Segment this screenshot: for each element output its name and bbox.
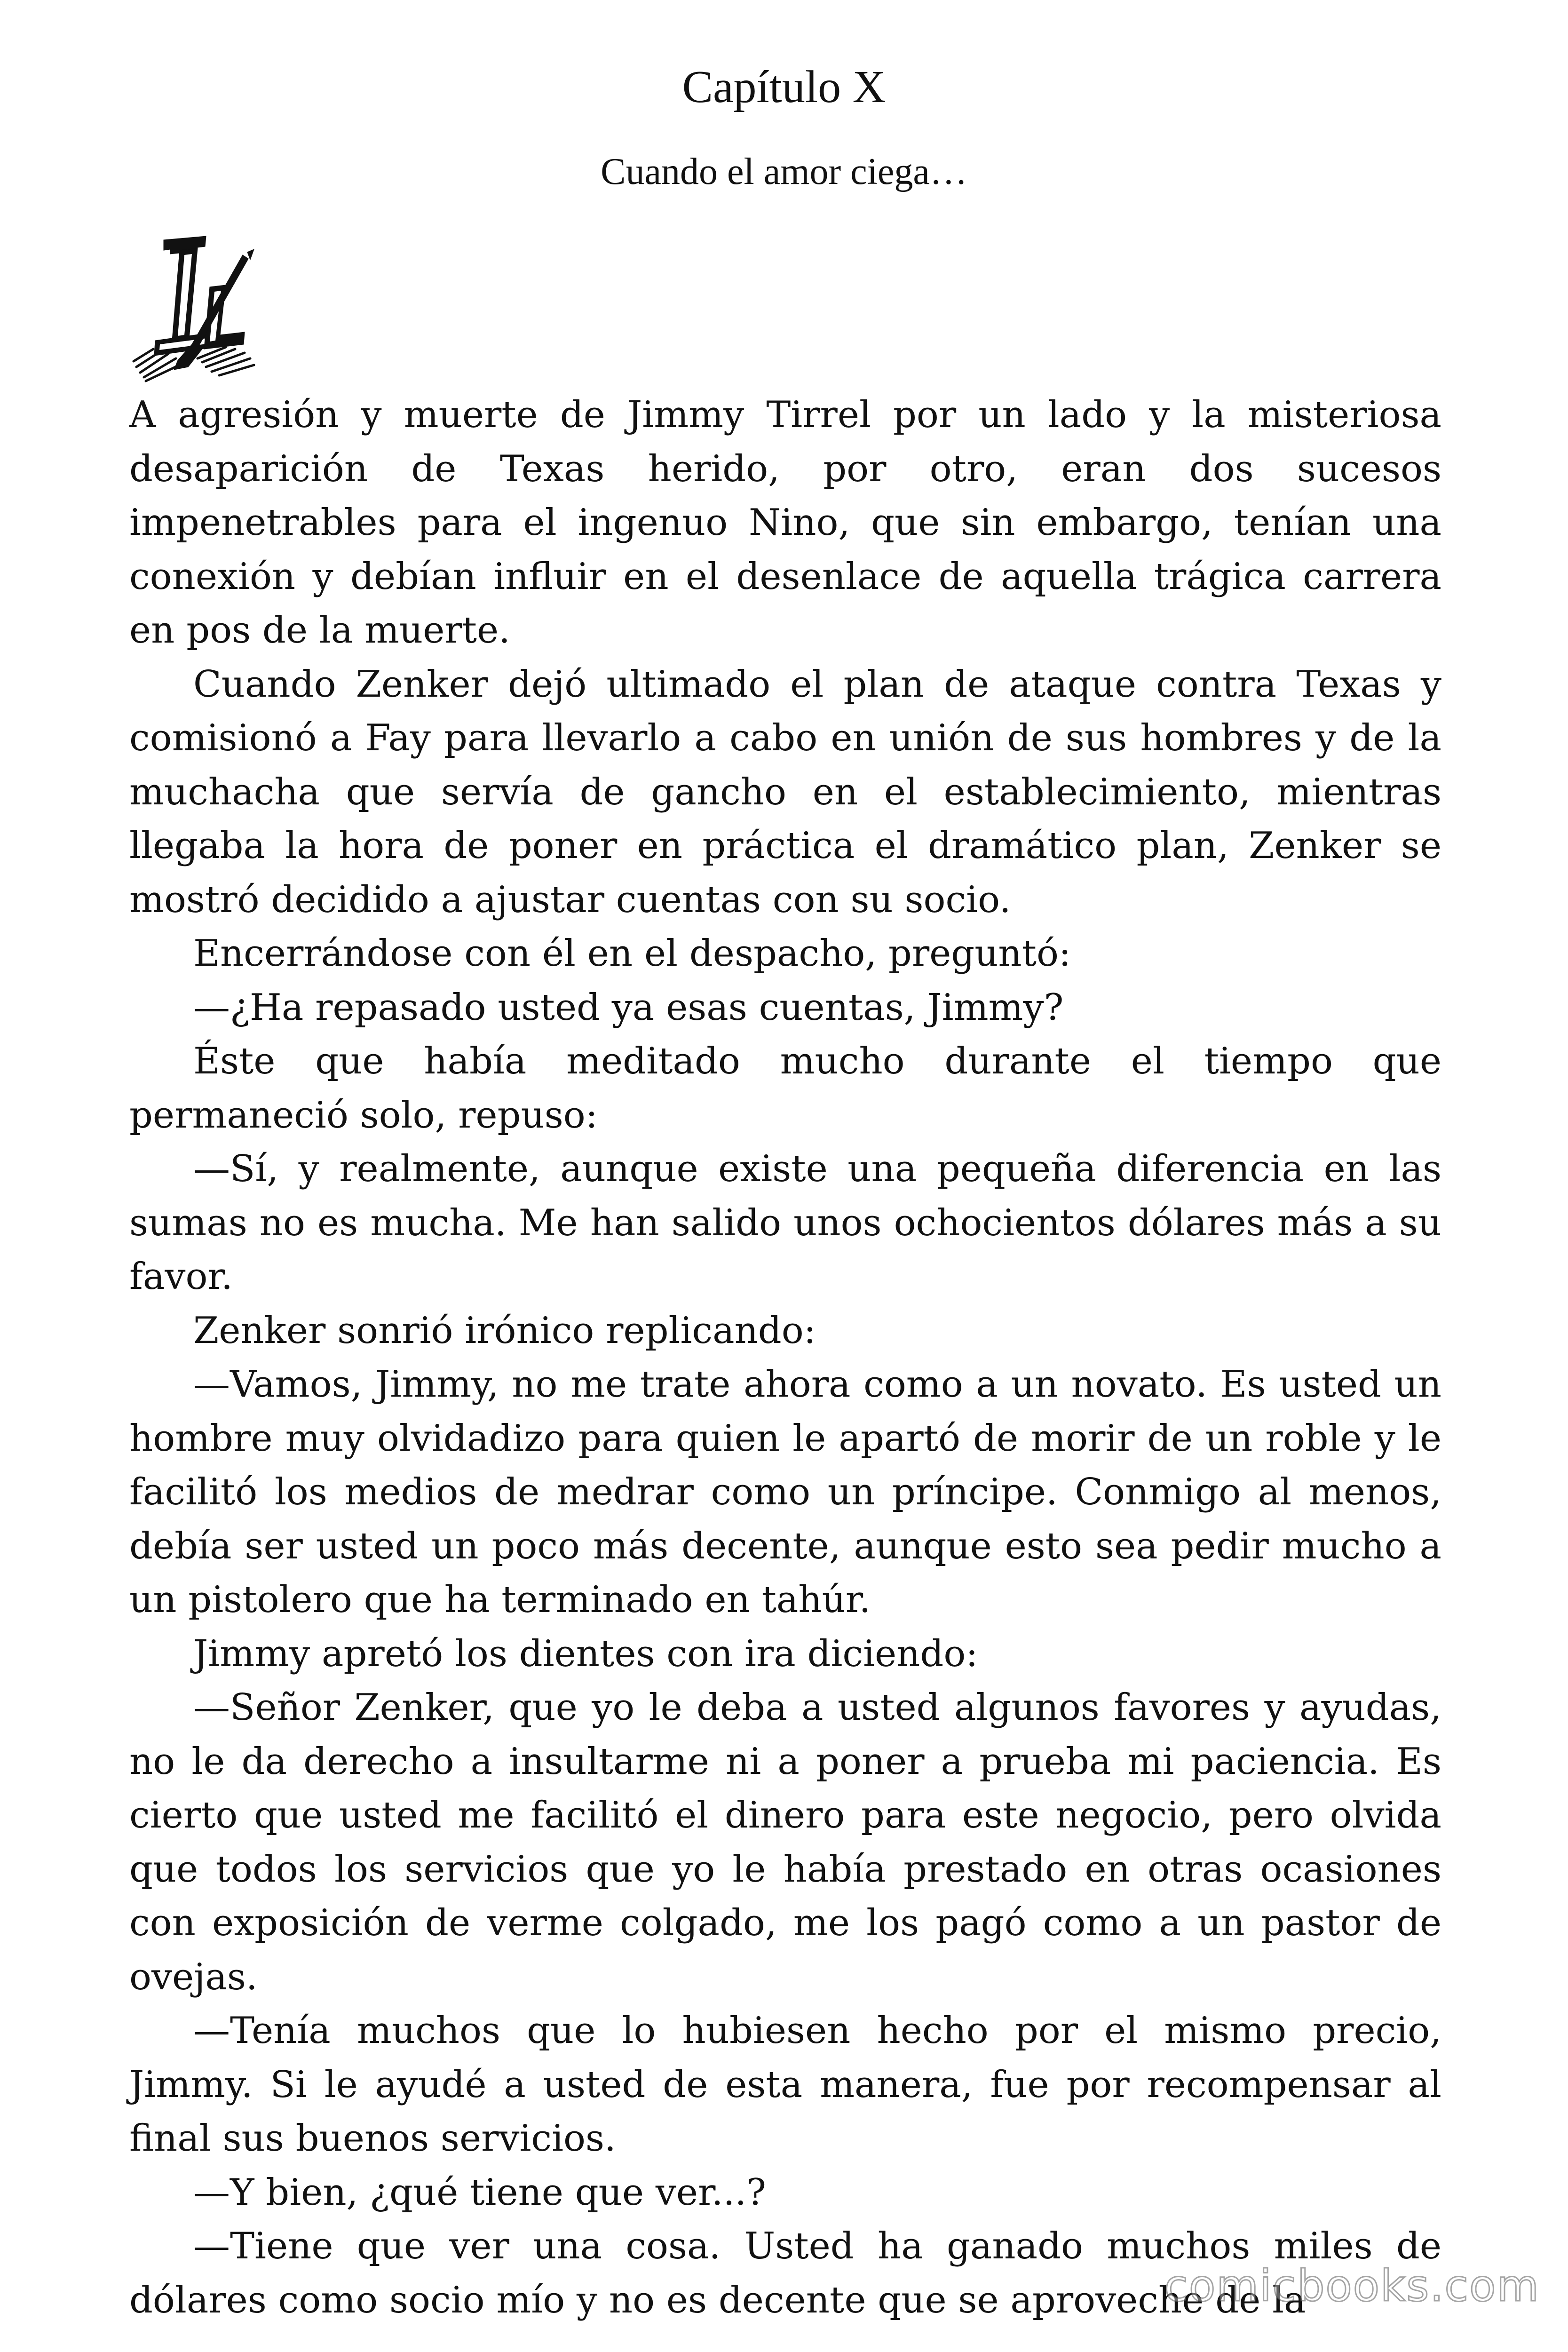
paragraph: —Tenía muchos que lo hubiesen hecho por el mismo precio, Jimmy. Si le ayudé a usted de esta manera, fue por recompensar al final sus buenos servicios. — [129, 2010, 1441, 2160]
paragraph: Encerrándose con él en el despacho, preguntó: — [193, 932, 1071, 975]
chapter-body — [129, 388, 1441, 2327]
paragraph: —Vamos, Jimmy, no me trate ahora como a un novato. Es usted un hombre muy olvidadizo para quien le apartó de morir de un roble y le facilitó los medios de medrar como un príncipe. Conmigo al menos, debía ser usted un poco más decente, aunque esto sea pedir mucho a un pistolero que ha terminado en tahúr. — [129, 1363, 1441, 1621]
paragraph: —Sí, y realmente, aunque existe una pequeña diferencia en las sumas no es mucha. Me han salido unos ochocientos dólares más a su favor. — [129, 1148, 1441, 1298]
paragraph: —Señor Zenker, que yo le deba a usted algunos favores y ayudas, no le da derecho a insultarme ni a poner a prueba mi paciencia. Es cierto que usted me facilitó el dinero para este negocio, pero olvida que todos los servicios que yo le había prestado en otras ocasiones con exposición de verme colgado, me los pagó como a un pastor de ovejas. — [129, 1686, 1441, 1998]
paragraph: —Y bien, ¿qué tiene que ver...? — [193, 2171, 766, 2214]
paragraph: Zenker sonrió irónico replicando: — [193, 1309, 816, 1352]
paragraph: A agresión y muerte de Jimmy Tirrel por un lado y la misteriosa desaparición de Texas herido, por otro, eran dos sucesos impenetrables para el ingenuo Nino, que sin embargo, tenían una conexión y debían influir en el desenlace de aquella trágica carrera en pos de la muerte. — [129, 394, 1441, 652]
paragraph: Jimmy apretó los dientes con ira diciendo: — [193, 1632, 978, 1675]
paragraph: —¿Ha repasado usted ya esas cuentas, Jimmy? — [193, 986, 1064, 1029]
paragraph: —Tiene que ver una cosa. Usted ha ganado muchos miles de dólares como socio mío y no es decente que se aproveche de la — [129, 2225, 1441, 2321]
watermark: comicbooks.com — [1164, 2261, 1540, 2311]
paragraph: Cuando Zenker dejó ultimado el plan de ataque contra Texas y comisionó a Fay para llevarlo a cabo en unión de sus hombres y de la muchacha que servía de gancho en el establecimiento, mientras llegaba la hora de poner en práctica el dramático plan, Zenker se mostró decidido a ajustar cuentas con su socio. — [129, 663, 1441, 921]
drop-cap-letter-icon — [127, 226, 273, 386]
drop-cap-illustration — [127, 226, 273, 386]
chapter-subtitle: Cuando el amor ciega… — [601, 151, 967, 192]
paragraph: Éste que había meditado mucho durante el tiempo que permaneció solo, repuso: — [129, 1040, 1441, 1136]
chapter-title: Capítulo X — [682, 62, 886, 112]
